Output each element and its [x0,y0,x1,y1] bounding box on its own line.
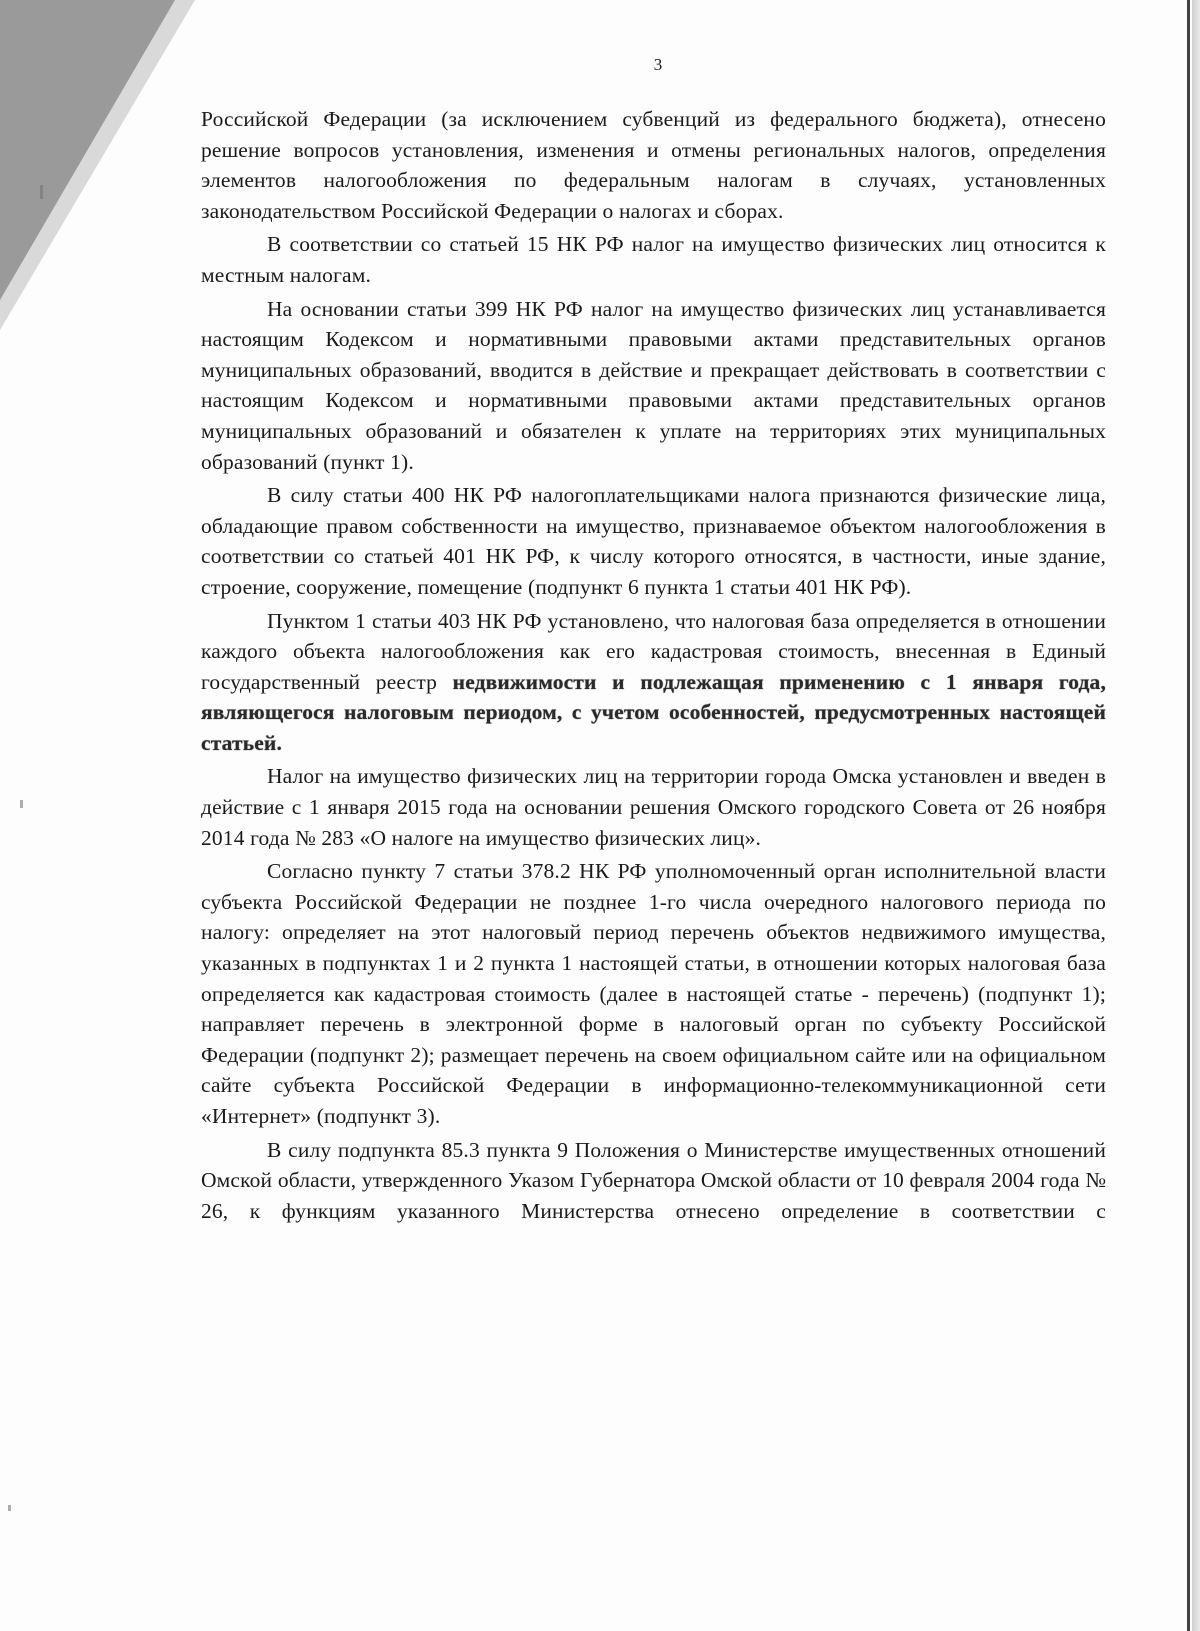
scan-right-edge-line [1187,0,1190,1631]
document-body [201,104,1106,1229]
paragraph: Налог на имущество физических лиц на территории города Омска установлен и введен в действие с 1 января 2015 года на основании решения Омского городского Совета от 26 ноября 2014 года № 283 «О налоге на имущество физических лиц». [201,764,1106,850]
smudged-text: недвижимости и подлежащая применению с 1 января года, являющегося налоговым периодом, с учетом особенностей, предусмотренных настоящей статьей. [201,669,1106,755]
scan-folded-corner [0,0,175,300]
paragraph: Согласно пункту 7 статьи 378.2 НК РФ уполномоченный орган исполнительной власти субъекта Российской Федерации не позднее 1-го числа очередного налогового периода по налогу: определяет на этот налоговый период перечень объектов недвижимого имущества, указанных в подпунктах 1 и 2 пункта 1 настоящей статьи, в отношении которых налоговая база определяется как кадастровая стоимость (далее в настоящей статье - перечень) (подпункт 1); направляет перечень в электронной форме в налоговый орган по субъекту Российской Федерации (подпункт 2); размещает перечень на своем официальном сайте или на официальном сайте субъекта Российской Федерации в информационно-телекоммуникационной сети «Интернет» (подпункт 3). [201,859,1106,1128]
paragraph: В силу подпункта 85.3 пункта 9 Положения о Министерстве имущественных отношений Омской области, утвержденного Указом Губернатора Омской области от 10 февраля 2004 года № 26, к функциям указанного Министерства отнесено определение в соответствии с [201,1137,1106,1223]
scan-right-margin [1192,0,1200,1631]
paragraph [201,606,1106,759]
paragraph: Российской Федерации (за исключением субвенций из федерального бюджета), отнесено решение вопросов установления, изменения и отмены региональных налогов, определения элементов налогообложения по федеральным налогам в случаях, установленных законодательством Российской Федерации о налогах и сборах. [201,107,1106,223]
paragraph: В силу статьи 400 НК РФ налогоплательщиками налога признаются физические лица, обладающие правом собственности на имущество, признаваемое объектом налогообложения в соответствии со статьей 401 НК РФ, к числу которого относятся, в частности, иные здание, строение, сооружение, помещение (подпункт 6 пункта 1 статьи 401 НК РФ). [201,483,1106,599]
scan-speck [40,185,43,199]
scan-speck [8,1505,11,1511]
paragraph-text: Пунктом 1 статьи 403 НК РФ установлено, что налоговая база определяется в отношении каждого объекта налогообложения как его кадастровая стоимость, внесенная в Единый государственный реестр [201,608,1106,694]
page-number: 3 [653,55,663,74]
paragraph: На основании статьи 399 НК РФ налог на имущество физических лиц устанавливается настоящим Кодексом и нормативными правовыми актами представительных органов муниципальных образований, вводится в действие и прекращает действовать в соответствии с настоящим Кодексом и нормативными правовыми актами представительных органов муниципальных образований и обязателен к уплате на территориях этих муниципальных образований (пункт 1). [201,296,1106,474]
paragraph: В соответствии со статьей 15 НК РФ налог на имущество физических лиц относится к местным налогам. [201,232,1106,287]
scan-speck [20,800,23,808]
